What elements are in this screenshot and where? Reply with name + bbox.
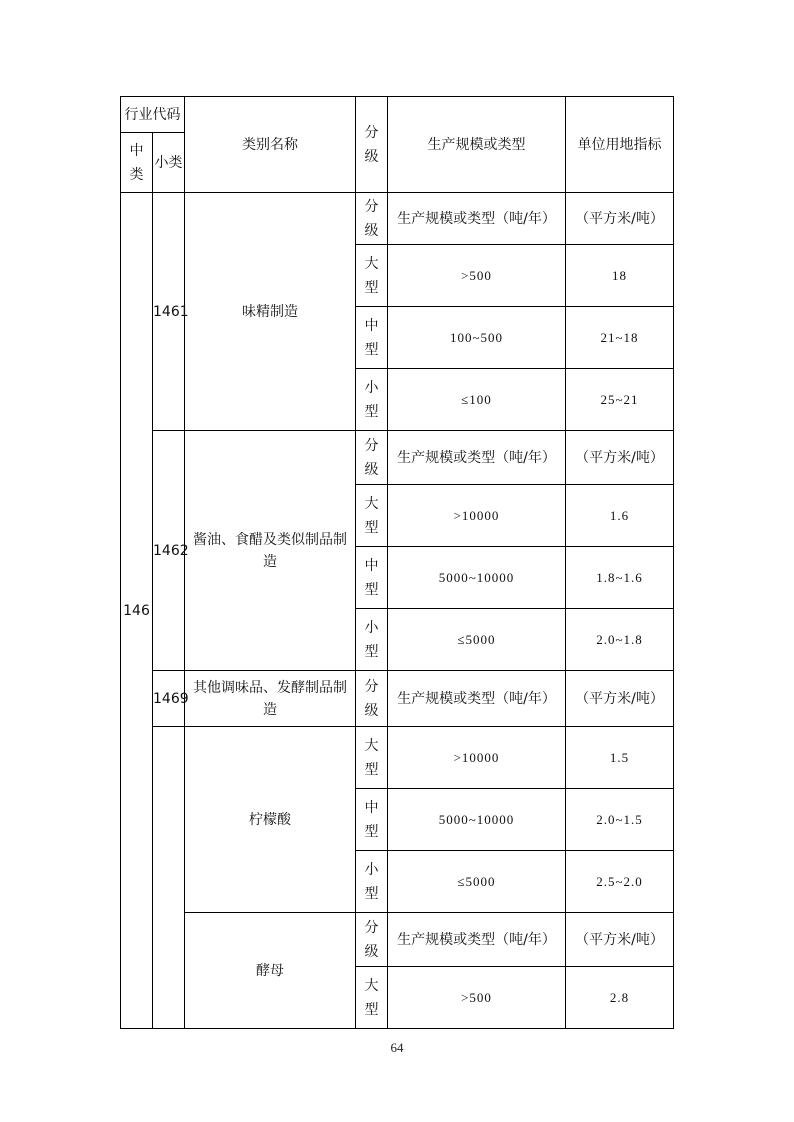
table-row — [121, 193, 674, 245]
scale-cell: >500 — [388, 245, 566, 307]
scale-cell: >500 — [388, 967, 566, 1029]
table-row — [121, 431, 674, 485]
table-row — [121, 727, 674, 789]
category-name: 其他调味品、发酵制品制造 — [185, 671, 356, 727]
small-class-code: 1461 — [153, 193, 185, 431]
grade-text: 中型 — [364, 317, 379, 358]
grade-cell — [356, 851, 388, 913]
middle-class-header — [121, 133, 153, 193]
grade-text: 分级 — [364, 919, 379, 960]
small-class-header: 小类 — [153, 133, 185, 193]
index-cell: 2.0~1.5 — [566, 789, 674, 851]
grade-cell — [356, 727, 388, 789]
index-cell: 21~18 — [566, 307, 674, 369]
index-cell: 1.6 — [566, 485, 674, 547]
header-row — [121, 97, 674, 133]
grade-text: 小型 — [364, 379, 379, 420]
industry-code-header: 行业代码 — [121, 97, 185, 133]
grade-text: 大型 — [364, 495, 379, 536]
index-cell: 2.8 — [566, 967, 674, 1029]
land-index-header: 单位用地指标 — [566, 97, 674, 193]
grade-cell — [356, 369, 388, 431]
category-name-header: 类别名称 — [185, 97, 356, 193]
grade-header-text: 分级 — [364, 124, 379, 165]
grade-cell — [356, 671, 388, 727]
grade-cell — [356, 485, 388, 547]
grade-text: 分级 — [364, 678, 379, 719]
scale-cell: >10000 — [388, 727, 566, 789]
grade-text: 小型 — [364, 619, 379, 660]
index-cell: 2.5~2.0 — [566, 851, 674, 913]
scale-type-header: 生产规模或类型 — [388, 97, 566, 193]
table-row — [121, 913, 674, 967]
middle-class-code: 146 — [121, 193, 153, 1029]
index-cell: 1.5 — [566, 727, 674, 789]
index-unit-cell: （平方米/吨） — [566, 193, 674, 245]
scale-unit-cell: 生产规模或类型（吨/年） — [388, 913, 566, 967]
grade-cell — [356, 967, 388, 1029]
grade-text: 大型 — [364, 977, 379, 1018]
grade-cell — [356, 245, 388, 307]
category-name: 柠檬酸 — [185, 727, 356, 913]
scale-unit-cell: 生产规模或类型（吨/年） — [388, 193, 566, 245]
grade-header — [356, 97, 388, 193]
index-cell: 2.0~1.8 — [566, 609, 674, 671]
grade-cell — [356, 307, 388, 369]
grade-text: 大型 — [364, 737, 379, 778]
grade-text: 中型 — [364, 799, 379, 840]
grade-cell — [356, 609, 388, 671]
index-cell: 1.8~1.6 — [566, 547, 674, 609]
category-name: 味精制造 — [185, 193, 356, 431]
grade-text: 分级 — [364, 198, 379, 239]
middle-class-header-text: 中类 — [129, 142, 144, 183]
small-class-code — [153, 727, 185, 1029]
index-unit-cell: （平方米/吨） — [566, 913, 674, 967]
scale-cell: ≤100 — [388, 369, 566, 431]
grade-text: 中型 — [364, 557, 379, 598]
grade-cell — [356, 193, 388, 245]
index-cell: 18 — [566, 245, 674, 307]
grade-cell — [356, 547, 388, 609]
scale-cell: 5000~10000 — [388, 789, 566, 851]
scale-cell: ≤5000 — [388, 609, 566, 671]
category-name: 酱油、食醋及类似制品制造 — [185, 431, 356, 671]
grade-cell — [356, 431, 388, 485]
scale-cell: 100~500 — [388, 307, 566, 369]
scale-cell: >10000 — [388, 485, 566, 547]
category-name: 酵母 — [185, 913, 356, 1029]
index-unit-cell: （平方米/吨） — [566, 431, 674, 485]
page-number: 64 — [390, 1040, 404, 1055]
grade-text: 大型 — [364, 255, 379, 296]
scale-cell: 5000~10000 — [388, 547, 566, 609]
scale-unit-cell: 生产规模或类型（吨/年） — [388, 671, 566, 727]
scale-unit-cell: 生产规模或类型（吨/年） — [388, 431, 566, 485]
small-class-code: 1462 — [153, 431, 185, 671]
grade-text: 分级 — [364, 437, 379, 478]
index-cell: 25~21 — [566, 369, 674, 431]
index-unit-cell: （平方米/吨） — [566, 671, 674, 727]
small-class-code: 1469 — [153, 671, 185, 727]
grade-cell — [356, 913, 388, 967]
table-row — [121, 671, 674, 727]
scale-cell: ≤5000 — [388, 851, 566, 913]
grade-text: 小型 — [364, 861, 379, 902]
grade-cell — [356, 789, 388, 851]
land-use-index-table — [120, 96, 674, 1029]
